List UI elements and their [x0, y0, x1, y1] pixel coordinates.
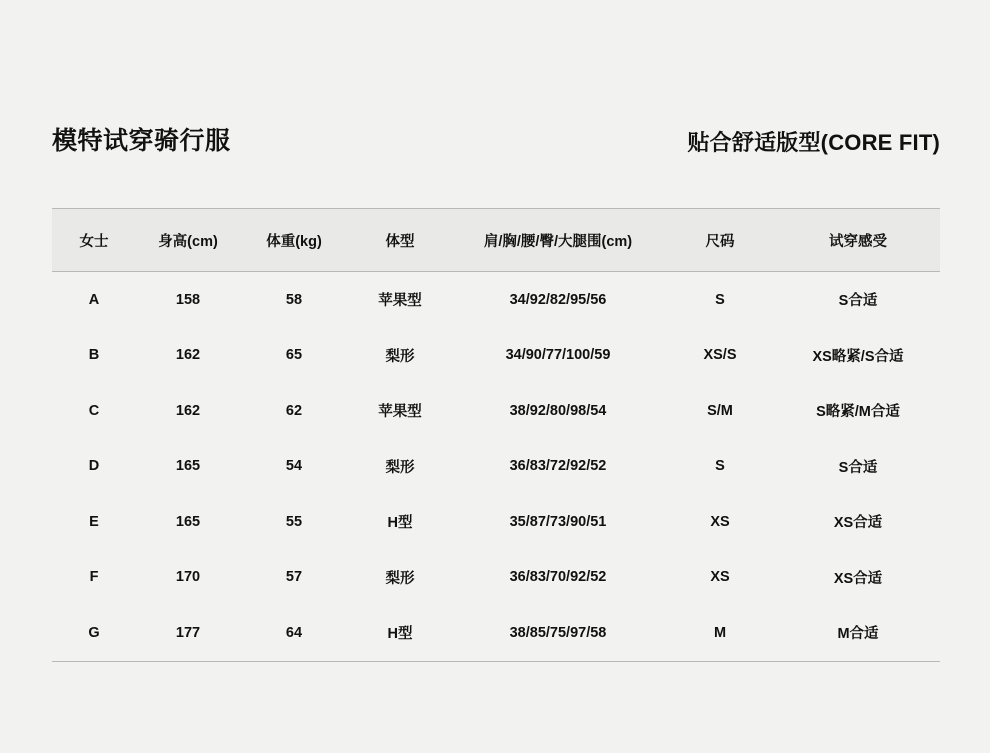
- cell-size: XS/S: [664, 328, 776, 384]
- cell-height: 165: [136, 494, 240, 550]
- column-header-measurements: 肩/胸/腰/臀/大腿围(cm): [452, 209, 664, 272]
- table-body: [52, 272, 940, 662]
- column-header-weight: 体重(kg): [240, 209, 348, 272]
- cell-weight: 65: [240, 328, 348, 384]
- cell-weight: 64: [240, 605, 348, 661]
- column-header-feedback: 试穿感受: [776, 209, 940, 272]
- cell-feedback: M合适: [776, 605, 940, 661]
- column-header-model: 女士: [52, 209, 136, 272]
- cell-weight: 62: [240, 383, 348, 439]
- column-header-size: 尺码: [664, 209, 776, 272]
- cell-feedback: XS略紧/S合适: [776, 328, 940, 384]
- cell-weight: 55: [240, 494, 348, 550]
- size-table-container: [52, 208, 940, 662]
- table-row: [52, 383, 940, 439]
- cell-model: F: [52, 550, 136, 606]
- cell-measurements: 36/83/72/92/52: [452, 439, 664, 495]
- cell-measurements: 35/87/73/90/51: [452, 494, 664, 550]
- cell-feedback: XS合适: [776, 494, 940, 550]
- column-header-body-type: 体型: [348, 209, 452, 272]
- cell-feedback: S合适: [776, 272, 940, 328]
- cell-size: S: [664, 272, 776, 328]
- cell-feedback: XS合适: [776, 550, 940, 606]
- cell-weight: 54: [240, 439, 348, 495]
- cell-model: C: [52, 383, 136, 439]
- model-fit-table: [52, 208, 940, 662]
- cell-size: S/M: [664, 383, 776, 439]
- table-row: [52, 605, 940, 661]
- cell-model: G: [52, 605, 136, 661]
- cell-feedback: S合适: [776, 439, 940, 495]
- cell-body-type: 苹果型: [348, 272, 452, 328]
- cell-body-type: 梨形: [348, 439, 452, 495]
- cell-model: D: [52, 439, 136, 495]
- cell-height: 162: [136, 383, 240, 439]
- cell-measurements: 34/92/82/95/56: [452, 272, 664, 328]
- table-row: [52, 494, 940, 550]
- table-header: [52, 209, 940, 272]
- chart-header: [52, 128, 940, 156]
- cell-model: A: [52, 272, 136, 328]
- cell-measurements: 38/85/75/97/58: [452, 605, 664, 661]
- cell-size: M: [664, 605, 776, 661]
- cell-height: 158: [136, 272, 240, 328]
- column-header-height: 身高(cm): [136, 209, 240, 272]
- table-row: [52, 272, 940, 328]
- page-title: 模特试穿骑行服: [52, 127, 231, 155]
- cell-measurements: 34/90/77/100/59: [452, 328, 664, 384]
- cell-model: E: [52, 494, 136, 550]
- cell-size: S: [664, 439, 776, 495]
- cell-measurements: 38/92/80/98/54: [452, 383, 664, 439]
- fit-type-label: 贴合舒适版型(CORE FIT): [687, 130, 940, 156]
- cell-height: 170: [136, 550, 240, 606]
- cell-height: 177: [136, 605, 240, 661]
- cell-body-type: 梨形: [348, 550, 452, 606]
- table-row: [52, 550, 940, 606]
- cell-height: 165: [136, 439, 240, 495]
- cell-body-type: 梨形: [348, 328, 452, 384]
- cell-weight: 57: [240, 550, 348, 606]
- cell-size: XS: [664, 550, 776, 606]
- table-row: [52, 328, 940, 384]
- cell-body-type: 苹果型: [348, 383, 452, 439]
- cell-body-type: H型: [348, 605, 452, 661]
- cell-measurements: 36/83/70/92/52: [452, 550, 664, 606]
- cell-size: XS: [664, 494, 776, 550]
- table-row: [52, 439, 940, 495]
- cell-feedback: S略紧/M合适: [776, 383, 940, 439]
- cell-height: 162: [136, 328, 240, 384]
- cell-weight: 58: [240, 272, 348, 328]
- cell-body-type: H型: [348, 494, 452, 550]
- table-header-row: [52, 209, 940, 272]
- cell-model: B: [52, 328, 136, 384]
